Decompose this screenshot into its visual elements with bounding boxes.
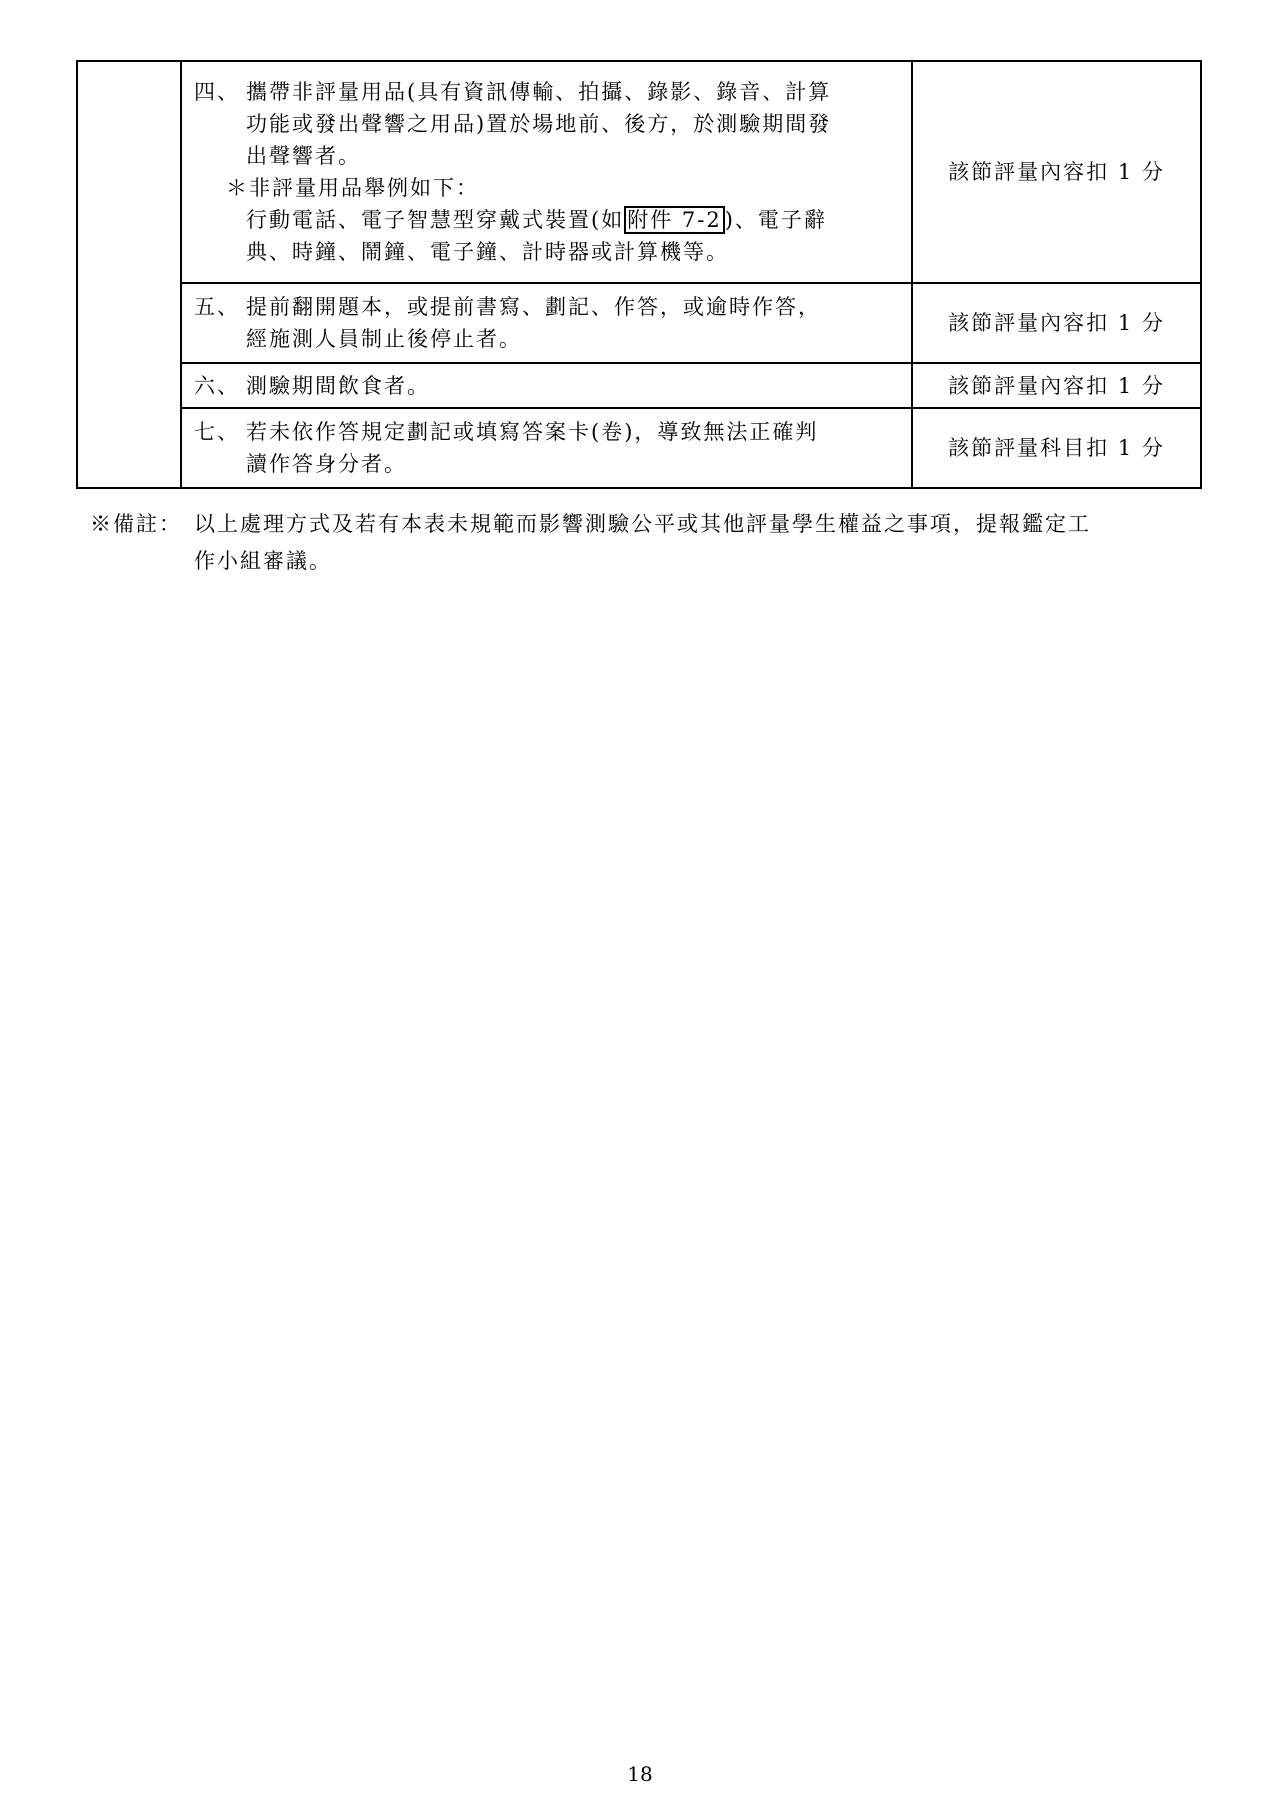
appendix-reference: 附件 7-2 — [624, 206, 725, 234]
rule-text-cell — [181, 363, 912, 408]
remarks-text: 以上處理方式及若有本表未規範而影響測驗公平或其他評量學生權益之事項，提報鑑定工 — [194, 512, 1091, 536]
page-number: 18 — [627, 1762, 653, 1786]
examples-heading: ＊非評量用品舉例如下： — [226, 176, 479, 200]
rule-line: 出聲響者。 — [246, 144, 361, 168]
rule-line: 攜帶非評量用品(具有資訊傳輸、拍攝、錄影、錄音、計算 — [246, 80, 832, 104]
rule-line: 提前翻開題本，或提前書寫、劃記、作答，或逾時作答， — [246, 295, 821, 319]
rule-number: 六、 — [194, 373, 240, 398]
examples-text: )、電子辭 — [724, 208, 827, 232]
rule-text-cell — [181, 61, 912, 283]
examples-line — [194, 204, 901, 236]
rule-row-7 — [77, 408, 1201, 488]
penalty-cell: 該節評量內容扣 1 分 — [912, 61, 1201, 283]
penalty-cell: 該節評量內容扣 1 分 — [912, 363, 1201, 408]
rule-text-cell — [181, 283, 912, 363]
rule-text-cell — [181, 408, 912, 488]
rule-number: 五、 — [194, 295, 240, 319]
rule-line: 經施測人員制止後停止者。 — [246, 327, 522, 351]
examples-line: 典、時鐘、鬧鐘、電子鐘、計時器或計算機等。 — [246, 240, 729, 264]
blank-category-cell — [77, 61, 181, 488]
rule-number: 四、 — [194, 80, 240, 104]
rule-number: 七、 — [194, 420, 240, 444]
rule-row-5 — [77, 283, 1201, 363]
penalty-cell: 該節評量科目扣 1 分 — [912, 408, 1201, 488]
rule-line: 功能或發出聲響之用品)置於場地前、後方，於測驗期間發 — [246, 112, 832, 136]
rule-line: 讀作答身分者。 — [246, 452, 407, 476]
rules-table — [76, 60, 1202, 489]
penalty-cell: 該節評量內容扣 1 分 — [912, 283, 1201, 363]
examples-text: 行動電話、電子智慧型穿戴式裝置(如 — [246, 208, 625, 232]
rule-line: 測驗期間飲食者。 — [246, 373, 430, 398]
remarks-label: ※備註： — [90, 512, 182, 536]
remarks-note — [90, 506, 1200, 580]
rule-line: 若未依作答規定劃記或填寫答案卡(卷)，導致無法正確判 — [246, 420, 819, 444]
rule-row-6 — [77, 363, 1201, 408]
rule-row-4 — [77, 61, 1201, 283]
remarks-text: 作小組審議。 — [194, 549, 332, 573]
